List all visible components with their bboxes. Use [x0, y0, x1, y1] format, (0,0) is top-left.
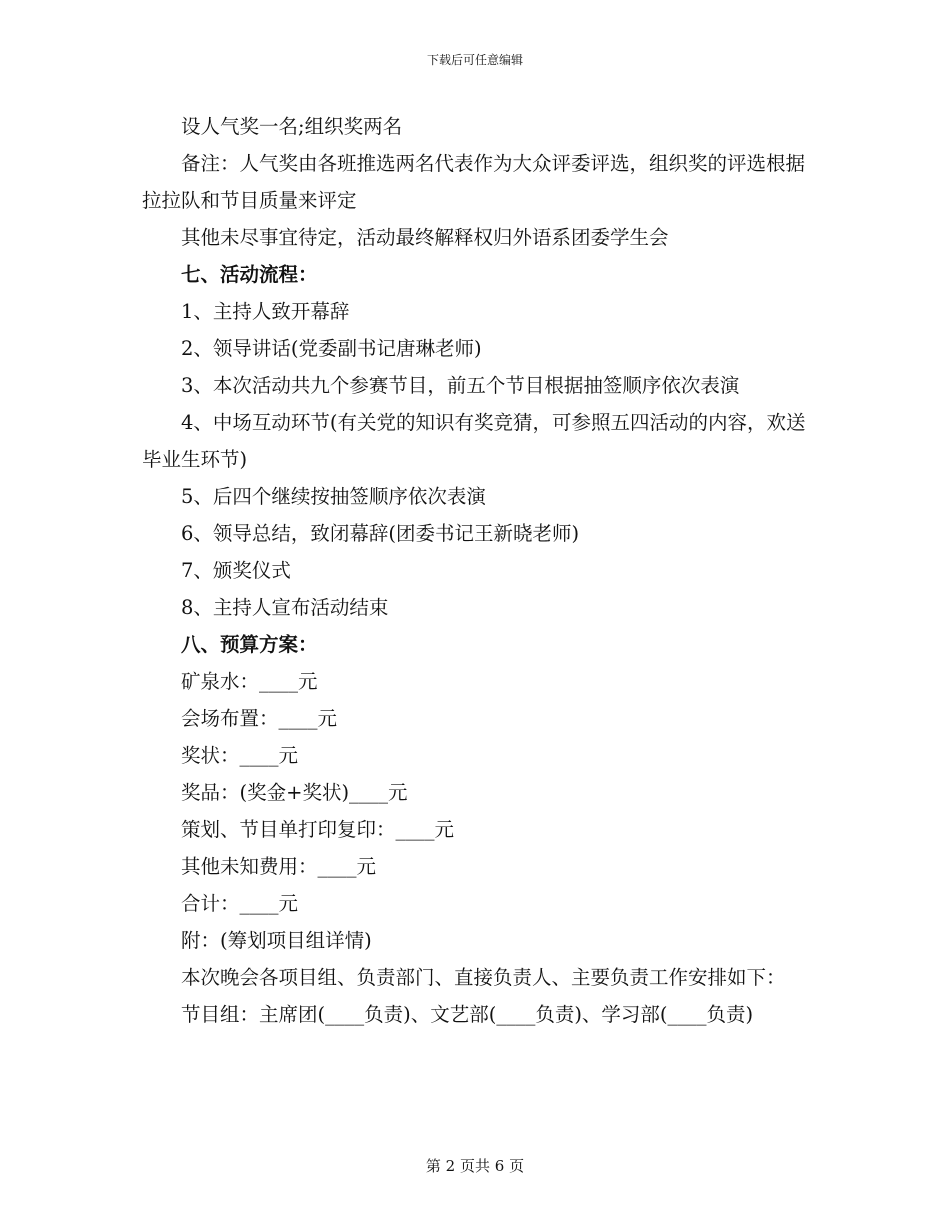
page-header: 下载后可任意编辑 — [426, 53, 523, 67]
document-body — [142, 108, 812, 1033]
process-step-4: 4、中场互动环节(有关党的知识有奖竞猜，可参照五四活动的内容，欢送毕业生环节) — [142, 411, 806, 471]
paragraph-awards: 设人气奖一名;组织奖两名 — [181, 115, 403, 138]
budget-item-other: 其他未知费用：____元 — [181, 855, 377, 878]
process-step-1: 1、主持人致开幕辞 — [181, 300, 350, 323]
appendix-title: 附：(筹划项目组详情) — [181, 929, 372, 952]
budget-item-venue: 会场布置：____元 — [181, 707, 338, 730]
process-step-6: 6、领导总结，致闭幕辞(团委书记王新晓老师) — [181, 522, 580, 545]
budget-total: 合计：____元 — [181, 892, 299, 915]
budget-item-certificates: 奖状：____元 — [181, 744, 299, 767]
budget-item-printing: 策划、节目单打印复印：____元 — [181, 818, 455, 841]
budget-item-prizes: 奖品：(奖金+奖状)____元 — [181, 781, 408, 804]
appendix-intro: 本次晚会各项目组、负责部门、直接负责人、主要负责工作安排如下： — [181, 966, 786, 989]
process-step-3: 3、本次活动共九个参赛节目，前五个节目根据抽签顺序依次表演 — [181, 374, 740, 397]
process-step-8: 8、主持人宣布活动结束 — [181, 596, 389, 619]
process-step-7: 7、颁奖仪式 — [181, 559, 291, 582]
page-footer: 第 2 页共 6 页 — [425, 1157, 525, 1175]
section-heading-budget: 八、预算方案： — [181, 633, 318, 656]
process-step-2: 2、领导讲话(党委副书记唐琳老师) — [181, 337, 482, 360]
section-heading-process: 七、活动流程： — [181, 263, 318, 286]
process-step-5: 5、后四个继续按抽签顺序依次表演 — [181, 485, 486, 508]
appendix-program-group: 节目组：主席团(____负责)、文艺部(____负责)、学习部(____负责) — [181, 1003, 754, 1026]
paragraph-explanation: 其他未尽事宜待定，活动最终解释权归外语系团委学生会 — [181, 226, 669, 249]
budget-item-water: 矿泉水：____元 — [181, 670, 318, 693]
paragraph-note: 备注：人气奖由各班推选两名代表作为大众评委评选，组织奖的评选根据拉拉队和节目质量来评定 — [142, 152, 806, 212]
